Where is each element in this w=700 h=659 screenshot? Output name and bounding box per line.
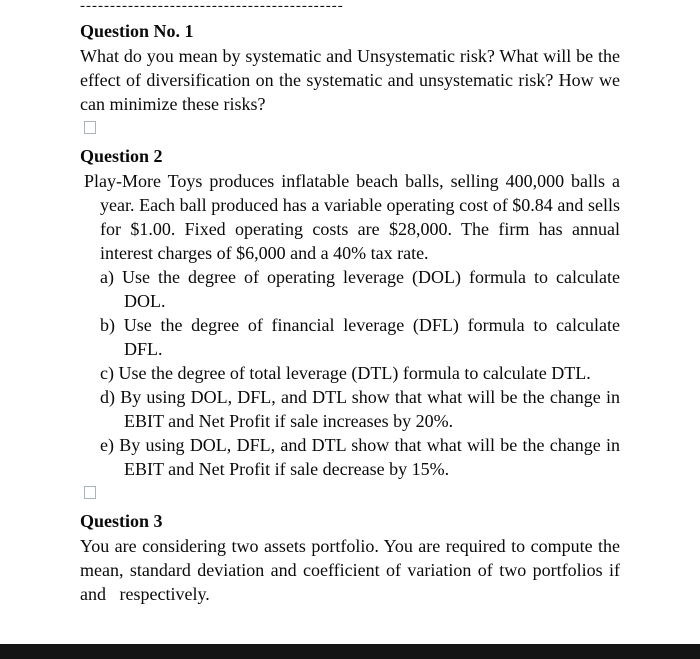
item-label: d)	[100, 387, 115, 407]
question-2-item-a	[80, 265, 620, 313]
item-label: b)	[100, 315, 115, 335]
item-label: a)	[100, 267, 114, 287]
item-text: Use the degree of total leverage (DTL) formula to calculate DTL.	[118, 363, 591, 383]
question-2-title: Question 2	[80, 146, 163, 166]
question-1-title: Question No. 1	[80, 21, 194, 41]
question-2-item-e	[80, 433, 620, 481]
question-3-body: You are considering two assets portfolio. You are required to compute the mean, standard deviation and coefficient of variation of two portfolios if and respectively.	[80, 536, 620, 604]
question-2-item-c	[80, 361, 620, 385]
empty-checkbox-icon	[84, 121, 96, 134]
item-text: By using DOL, DFL, and DTL show that what will be the change in EBIT and Net Profit if sale decrease by 15%.	[119, 435, 621, 479]
item-text: Use the degree of financial leverage (DFL) formula to calculate DFL.	[123, 315, 621, 359]
item-label: c)	[100, 363, 114, 383]
item-label: e)	[100, 435, 114, 455]
question-2-item-b	[80, 313, 620, 361]
question-1-body: What do you mean by systematic and Unsystematic risk? What will be the effect of diversification on the systematic and unsystematic risk? How we can minimize these risks?	[80, 46, 620, 114]
question-2-item-d	[80, 385, 620, 433]
question-3-title: Question 3	[80, 511, 163, 531]
bottom-black-bar	[0, 644, 700, 659]
checkbox-row-1	[84, 119, 620, 137]
question-2-intro: Play-More Toys produces inflatable beach balls, selling 400,000 balls a year. Each ball produced has a variable operating cost of $0.84 and sells for $1.00. Fixed operating costs are $28,000. The firm has annual interest charges of $6,000 and a 40% tax rate.	[84, 171, 620, 263]
item-text: Use the degree of operating leverage (DOL) formula to calculate DOL.	[122, 267, 621, 311]
dashed-separator: --------------------------------------------	[80, 0, 344, 12]
empty-checkbox-icon	[84, 486, 96, 499]
item-text: By using DOL, DFL, and DTL show that what will be the change in EBIT and Net Profit if sale increases by 20%.	[120, 387, 620, 431]
checkbox-row-2	[84, 484, 620, 502]
